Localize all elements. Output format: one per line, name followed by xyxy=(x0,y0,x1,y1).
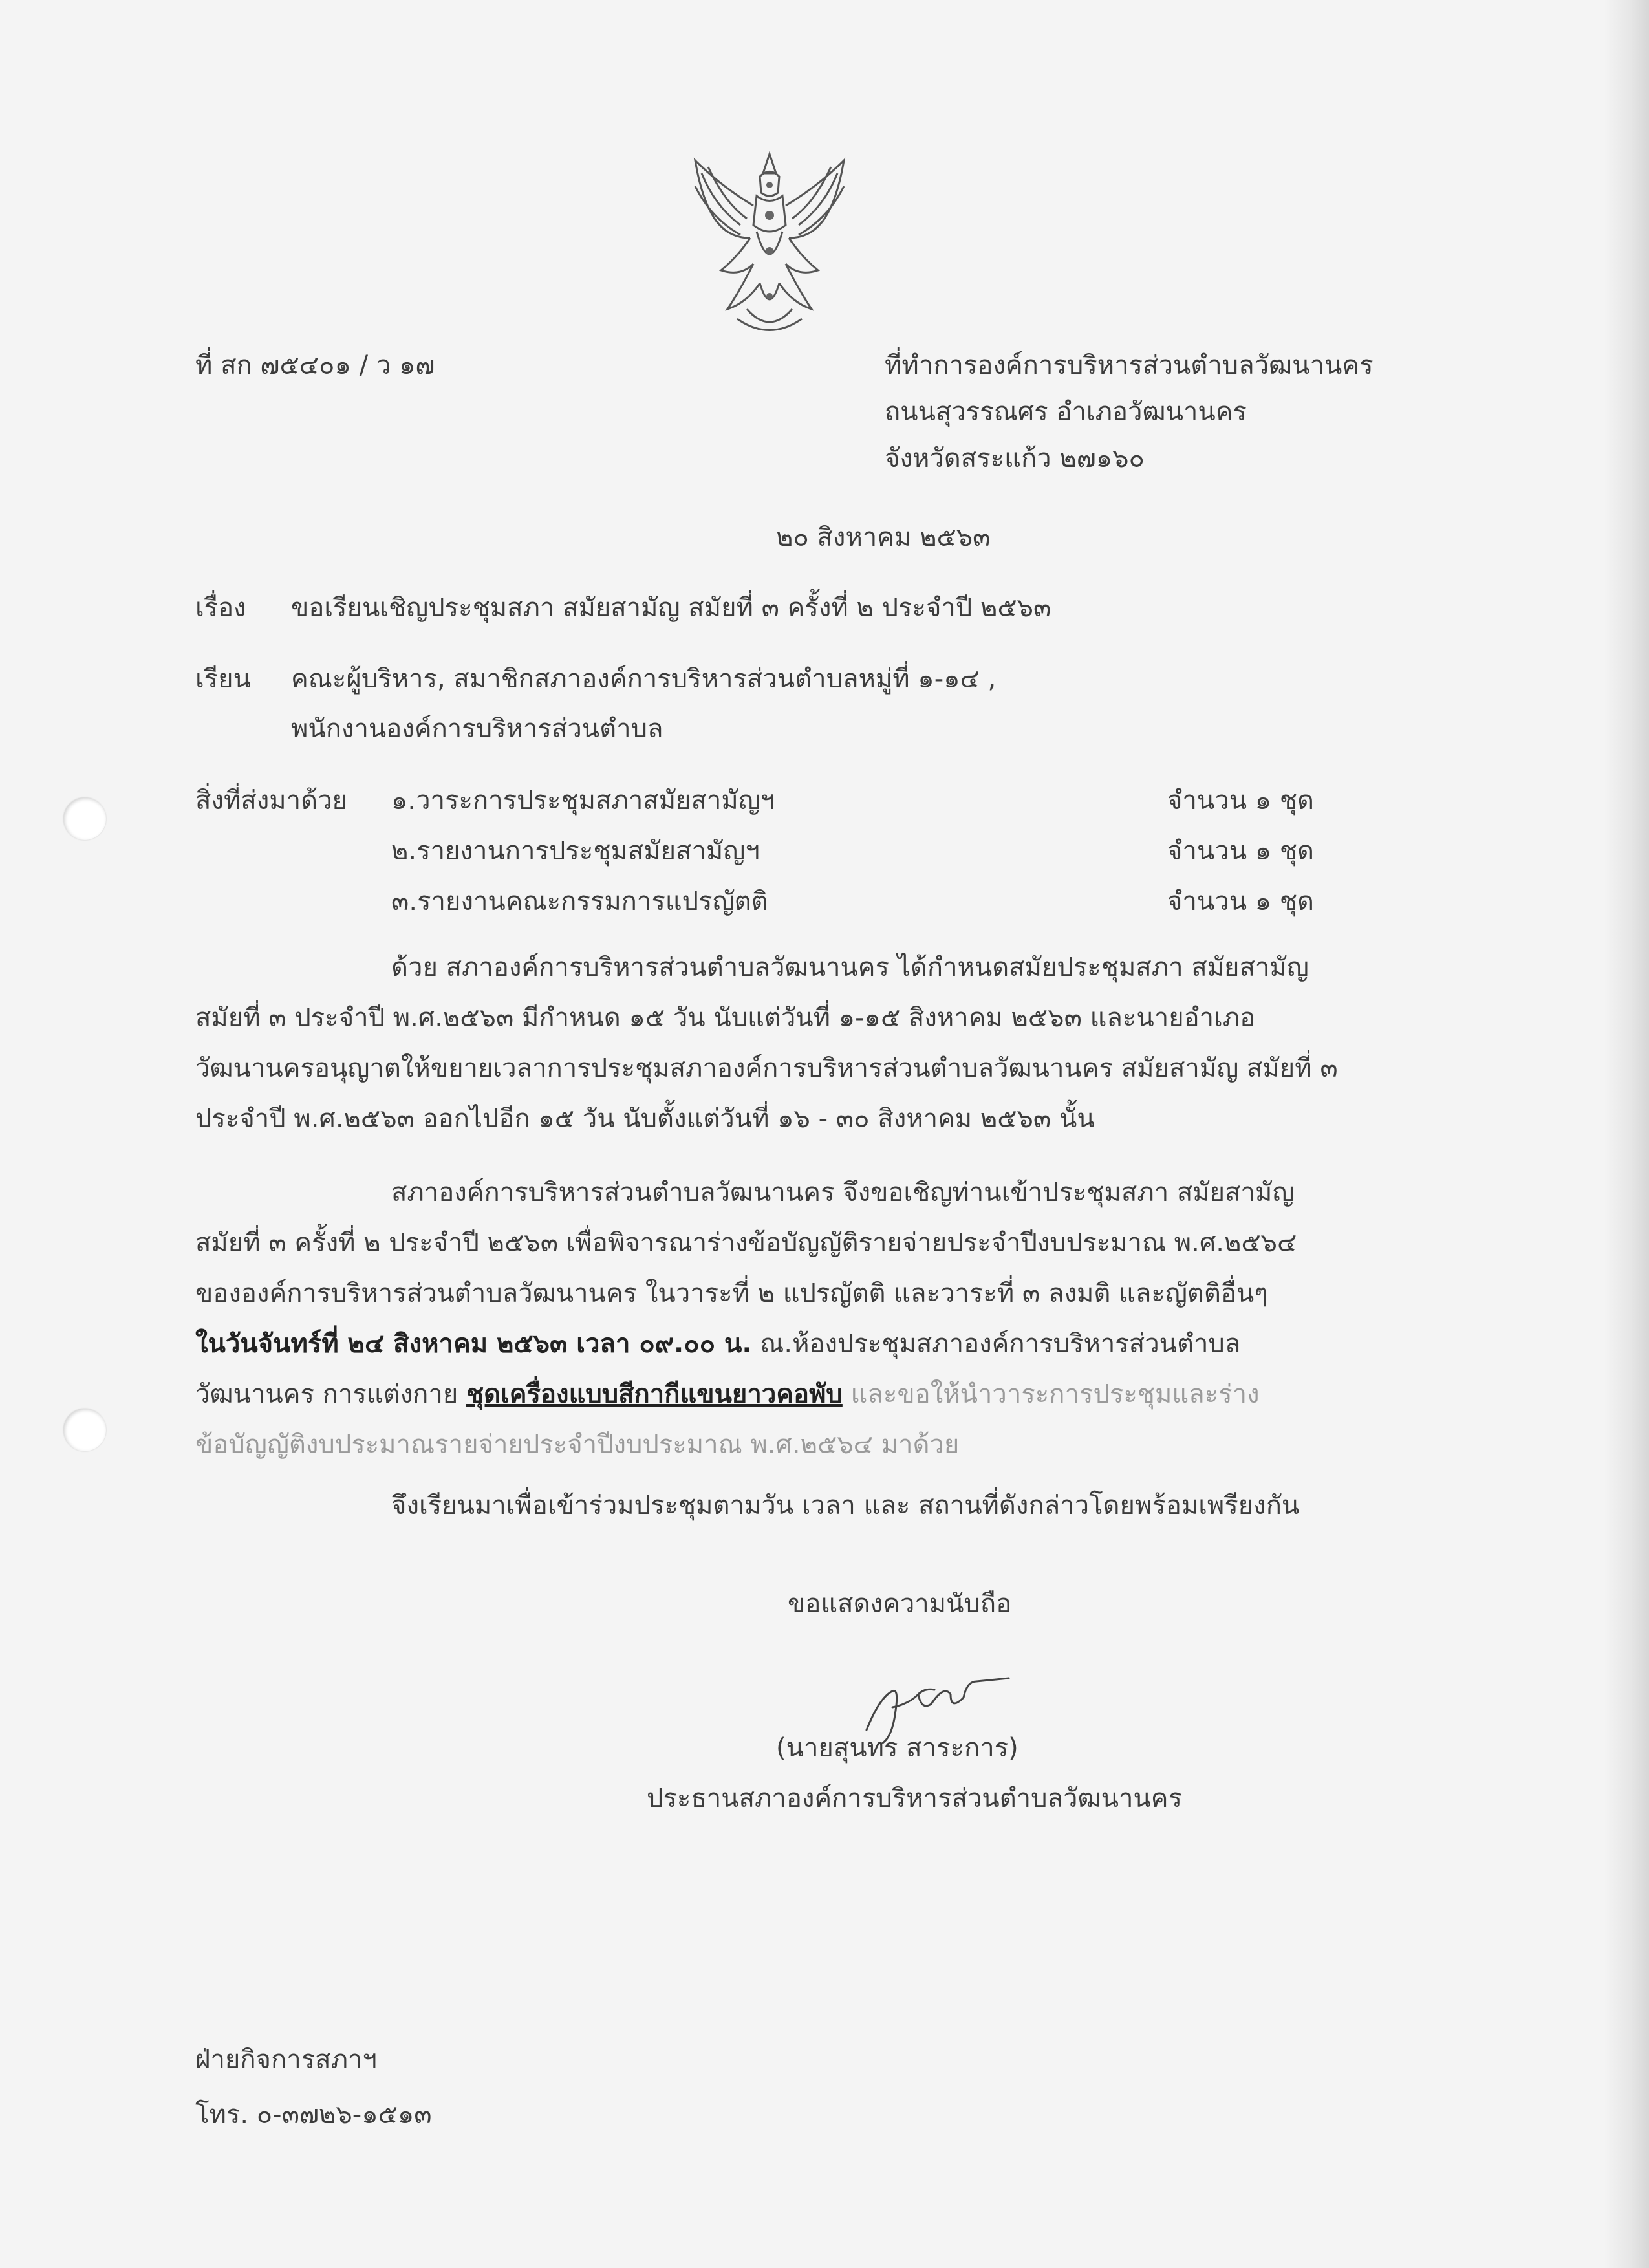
para1-line-4: ประจำปี พ.ศ.๒๕๖๓ ออกไปอีก ๑๕ วัน นับตั้งแต่วันที่ ๑๖ - ๓๐ สิงหาคม ๒๕๖๓ นั้น xyxy=(195,1104,1095,1134)
dress-code: ชุดเครื่องแบบสีกากีแขนยาวคอพับ xyxy=(466,1379,843,1409)
punch-hole-bottom xyxy=(63,1409,106,1451)
para1-line-3: วัฒนานครอนุญาตให้ขยายเวลาการประชุมสภาองค์การบริหารส่วนตำบลวัฒนานคร สมัยสามัญ สมัยที่ ๓ xyxy=(195,1053,1338,1083)
to-line-2: พนักงานองค์การบริหารส่วนตำบล xyxy=(291,714,663,744)
enclosure-item-2: ๒.รายงานการประชุมสมัยสามัญฯ xyxy=(391,836,760,866)
para2-line-1: สภาองค์การบริหารส่วนตำบลวัฒนานคร จึงขอเชิญท่านเข้าประชุมสภา สมัยสามัญ xyxy=(391,1178,1295,1207)
para2-line-5 xyxy=(195,1376,1260,1412)
para2-line-4 xyxy=(195,1326,1240,1362)
reference-number: ที่ สก ๗๕๔๐๑ / ว ๑๗ xyxy=(195,351,435,380)
meeting-location: ณ.ห้องประชุมสภาองค์การบริหารส่วนตำบล xyxy=(751,1329,1241,1359)
letter-date: ๒๐ สิงหาคม ๒๕๖๓ xyxy=(776,523,991,552)
salutation: ขอแสดงความนับถือ xyxy=(788,1589,1012,1619)
para1-line-1: ด้วย สภาองค์การบริหารส่วนตำบลวัฒนานคร ได้กำหนดสมัยประชุมสภา สมัยสามัญ xyxy=(391,953,1309,982)
punch-hole-top xyxy=(63,797,106,840)
bring-documents-text: และขอให้นำวาระการประชุมและร่าง xyxy=(842,1379,1260,1409)
closing-paragraph: จึงเรียนมาเพื่อเข้าร่วมประชุมตามวัน เวลา และ สถานที่ดังกล่าวโดยพร้อมเพรียงกัน xyxy=(391,1491,1300,1520)
garuda-emblem-icon xyxy=(676,147,863,341)
to-line-1: คณะผู้บริหาร, สมาชิกสภาองค์การบริหารส่วนตำบลหมู่ที่ ๑-๑๔ , xyxy=(291,664,997,694)
footer-department: ฝ่ายกิจการสภาฯ xyxy=(195,2045,377,2075)
signer-title: ประธานสภาองค์การบริหารส่วนตำบลวัฒนานคร xyxy=(647,1784,1183,1813)
para2-line-6: ข้อบัญญัติงบประมาณรายจ่ายประจำปีงบประมาณ พ.ศ.๒๕๖๔ มาด้วย xyxy=(195,1430,960,1460)
enclosure-qty-1: จำนวน ๑ ชุด xyxy=(1167,786,1314,815)
enclosure-item-3: ๓.รายงานคณะกรรมการแปรญัตติ xyxy=(391,887,768,916)
meeting-datetime: ในวันจันทร์ที่ ๒๔ สิงหาคม ๒๕๖๓ เวลา ๐๙.๐๐ น. xyxy=(195,1329,752,1359)
enclosure-qty-3: จำนวน ๑ ชุด xyxy=(1167,887,1314,916)
to-label: เรียน xyxy=(195,664,251,694)
subject-text: ขอเรียนเชิญประชุมสภา สมัยสามัญ สมัยที่ ๓ ครั้งที่ ๒ ประจำปี ๒๕๖๓ xyxy=(291,593,1051,623)
office-address-line-2: ถนนสุวรรณศร อำเภอวัฒนานคร xyxy=(885,397,1247,427)
page-edge-shadow xyxy=(1604,0,1649,2268)
dress-code-label: วัฒนานคร การแต่งกาย xyxy=(195,1379,466,1409)
para1-line-2: สมัยที่ ๓ ประจำปี พ.ศ.๒๕๖๓ มีกำหนด ๑๕ วัน นับแต่วันที่ ๑-๑๕ สิงหาคม ๒๕๖๓ และนายอำเภอ xyxy=(195,1003,1256,1033)
para2-line-2: สมัยที่ ๓ ครั้งที่ ๒ ประจำปี ๒๕๖๓ เพื่อพิจารณาร่างข้อบัญญัติรายจ่ายประจำปีงบประมาณ พ.ศ.๒๕๖๔ xyxy=(195,1228,1297,1258)
enclosures-label: สิ่งที่ส่งมาด้วย xyxy=(195,786,347,815)
office-address-line-3: จังหวัดสระแก้ว ๒๗๑๖๐ xyxy=(885,444,1145,473)
subject-label: เรื่อง xyxy=(195,593,246,623)
para2-line-3: ขององค์การบริหารส่วนตำบลวัฒนานคร ในวาระที่ ๒ แปรญัตติ และวาระที่ ๓ ลงมติ และญัตติอื่นๆ xyxy=(195,1279,1268,1308)
enclosure-qty-2: จำนวน ๑ ชุด xyxy=(1167,836,1314,866)
enclosure-item-1: ๑.วาระการประชุมสภาสมัยสามัญฯ xyxy=(391,786,775,815)
footer-telephone: โทร. ๐-๓๗๒๖-๑๕๑๓ xyxy=(195,2100,432,2130)
office-address-line-1: ที่ทำการองค์การบริหารส่วนตำบลวัฒนานคร xyxy=(885,351,1374,380)
signer-name: (นายสุนทร สาระการ) xyxy=(776,1733,1018,1763)
